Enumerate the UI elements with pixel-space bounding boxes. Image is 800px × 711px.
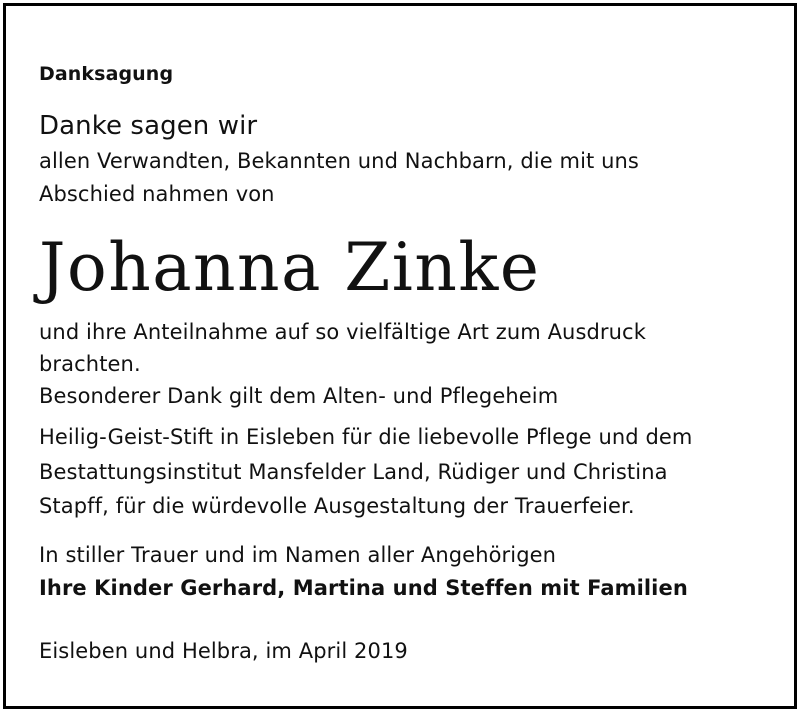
notice-heading: Danksagung: [39, 63, 174, 85]
place-date: Eisleben und Helbra, im April 2019: [39, 639, 408, 663]
deceased-name: Johanna Zinke: [39, 229, 541, 306]
text-line-1: allen Verwandten, Bekannten und Nachbarn, die mit uns: [39, 149, 639, 173]
notice-frame: [3, 3, 797, 709]
text-line-6: Heilig-Geist-Stift in Eisleben für die liebevolle Pflege und dem: [39, 425, 693, 449]
text-line-2: Abschied nahmen von: [39, 182, 275, 206]
text-line-4: brachten.: [39, 352, 141, 376]
signatories: Ihre Kinder Gerhard, Martina und Steffen mit Familien: [39, 576, 688, 600]
mourning-line: In stiller Trauer und im Namen aller Angehörigen: [39, 543, 557, 567]
text-line-3: und ihre Anteilnahme auf so vielfältige Art zum Ausdruck: [39, 320, 646, 344]
intro-text: Danke sagen wir: [39, 111, 258, 141]
text-line-8: Stapff, für die würdevolle Ausgestaltung der Trauerfeier.: [39, 494, 635, 518]
text-line-7: Bestattungsinstitut Mansfelder Land, Rüdiger und Christina: [39, 460, 668, 484]
text-line-5: Besonderer Dank gilt dem Alten- und Pflegeheim: [39, 384, 559, 408]
